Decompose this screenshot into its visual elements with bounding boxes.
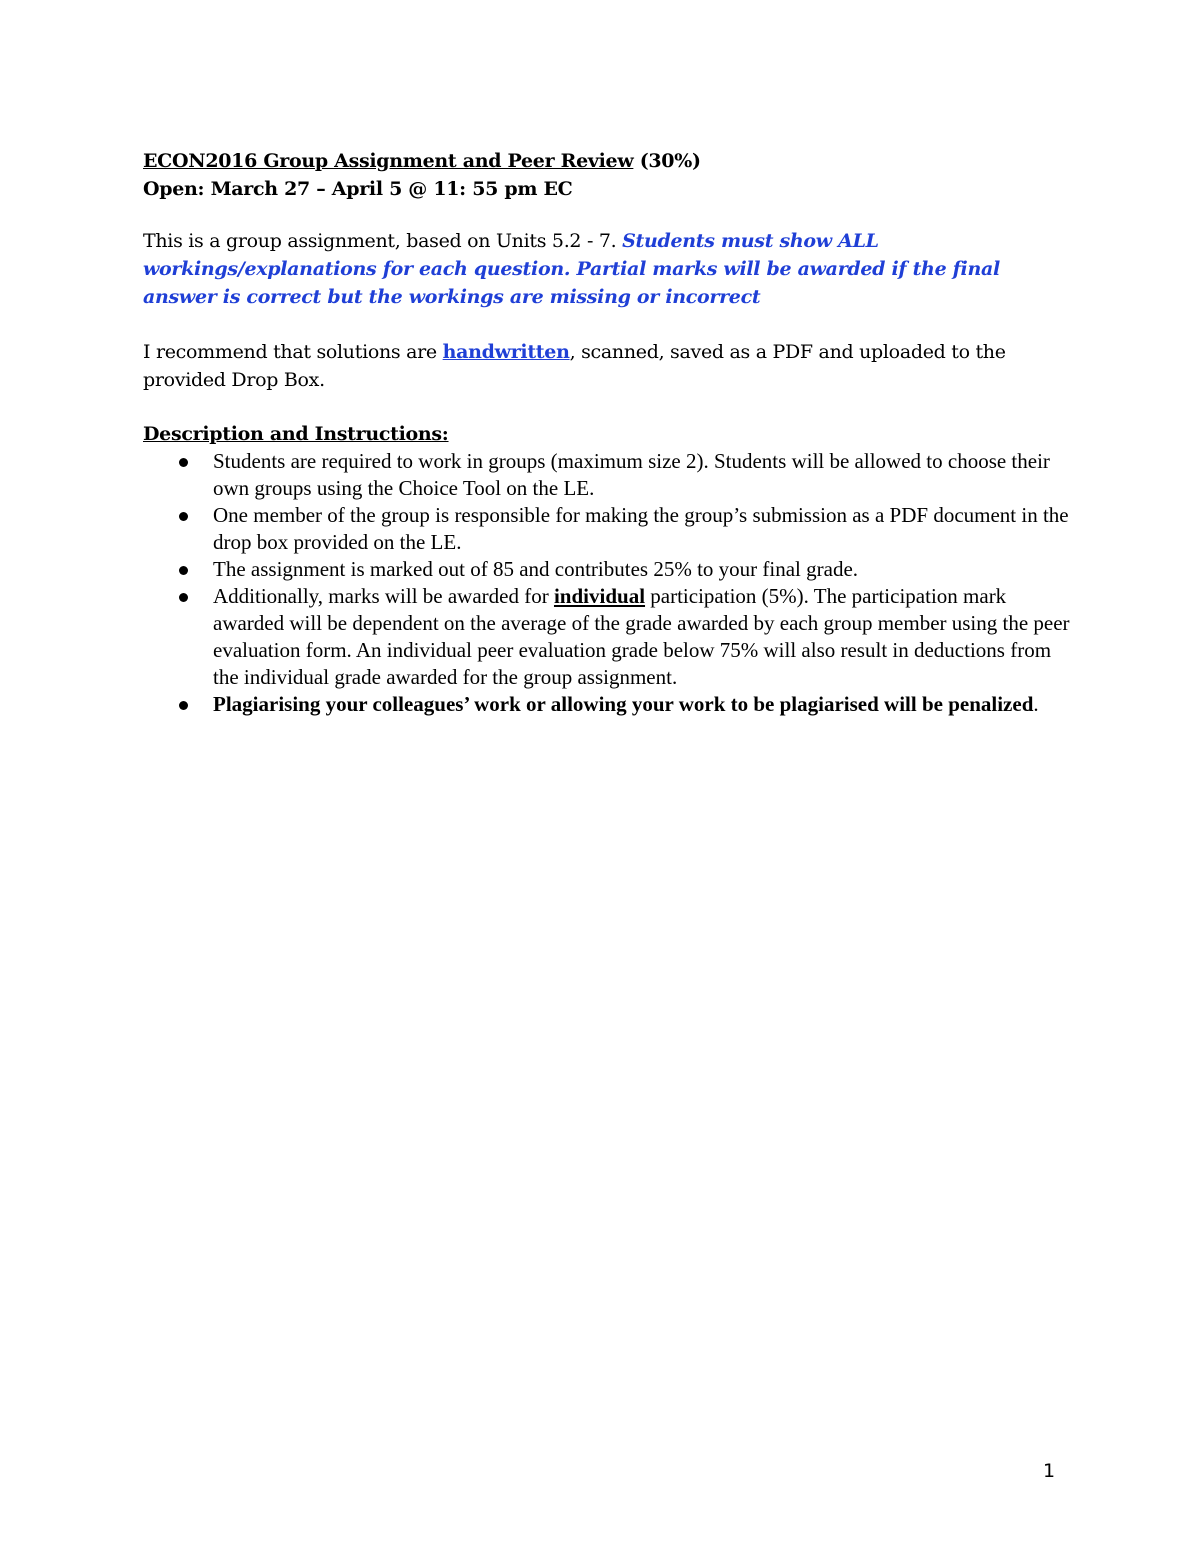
list-item-text-after: participation (5%). The participation mark awarded will be dependent on the average of the grade awarded by each group member using the peer evaluation form. An individual peer evaluation grade below 75% will also result in deductions from the individual grade awarded for the group assignment. (213, 584, 1070, 689)
list-item-text: The assignment is marked out of 85 and contributes 25% to your final grade. (213, 557, 859, 581)
intro-emphasis: Students must show ALL workings/explanations for each question. Partial marks will be awarded if the final answer is correct but the workings are missing or incorrect (143, 230, 1000, 308)
intro-paragraph (143, 227, 1063, 311)
page-title (143, 147, 701, 175)
bullet-icon (179, 512, 188, 521)
bullet-icon (179, 566, 188, 575)
list-item-text-before: Additionally, marks will be awarded for (213, 584, 554, 608)
recommendation-before: I recommend that solutions are (143, 341, 443, 363)
bullet-icon (179, 458, 188, 467)
assignment-title: ECON2016 Group Assignment and Peer Review (143, 150, 634, 172)
individual-emphasis: individual (553, 584, 646, 608)
plagiarism-end: . (1033, 692, 1039, 716)
bullet-icon (179, 701, 188, 710)
list-item (143, 691, 1073, 718)
list-item (143, 502, 1073, 556)
list-item-text: One member of the group is responsible for making the group’s submission as a PDF document in the drop box provided on the LE. (213, 503, 1069, 554)
instructions-list (143, 448, 1073, 718)
list-item (143, 583, 1073, 691)
page-number: 1 (1043, 1460, 1056, 1482)
handwritten-link[interactable]: handwritten (442, 341, 570, 363)
intro-text: This is a group assignment, based on Units 5.2 - 7. (143, 230, 623, 252)
bullet-icon (179, 593, 188, 602)
plagiarism-warning: Plagiarising your colleagues’ work or allowing your work to be plagiarised will be penalized (213, 692, 1034, 716)
list-item (143, 556, 1073, 583)
assignment-weight: (30%) (633, 150, 701, 172)
open-dates: Open: March 27 – April 5 @ 11: 55 pm EC (143, 178, 573, 200)
recommendation-paragraph (143, 338, 1073, 394)
recommendation-after: , scanned, saved as a PDF and uploaded to the provided Drop Box. (143, 341, 1006, 391)
list-item (143, 448, 1073, 502)
list-item-text: Students are required to work in groups (maximum size 2). Students will be allowed to choose their own groups using the Choice Tool on the LE. (213, 449, 1050, 500)
description-heading: Description and Instructions: (143, 423, 449, 445)
